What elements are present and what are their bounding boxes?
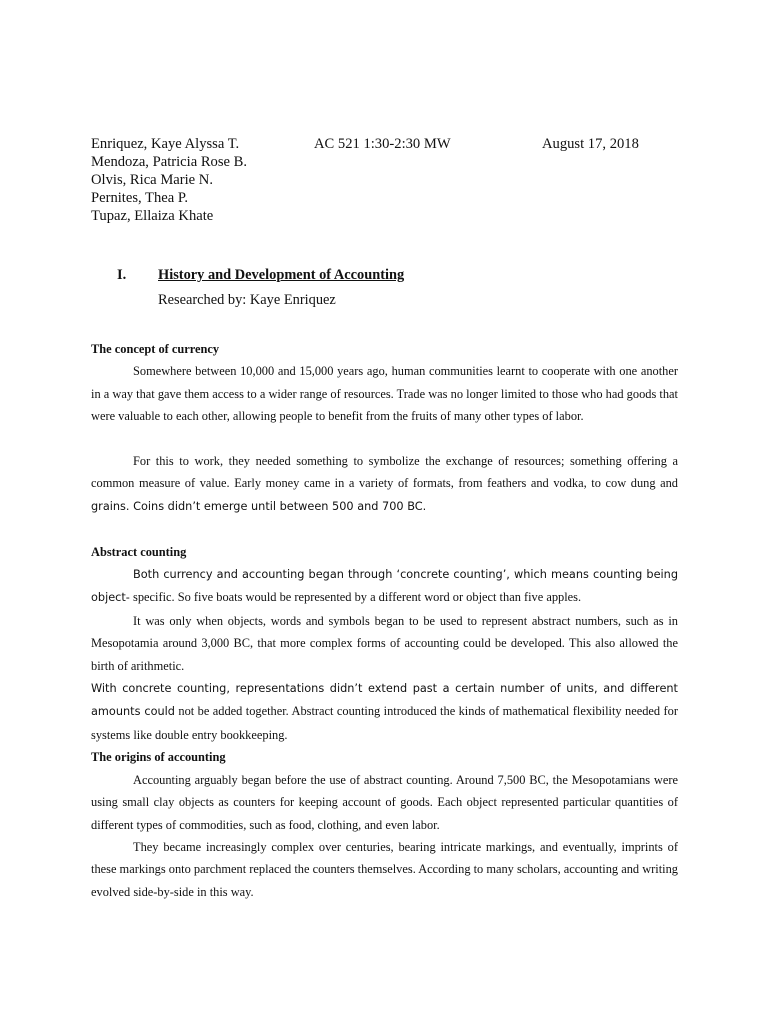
section-number: I. (117, 267, 127, 283)
paragraph-text-alt-font: grains. Coins didn’t emerge until between 500 and 700 BC. (91, 499, 427, 513)
paragraph-text-alt-font: With concrete counting, representations didn’t extend past a certain number of units, and different amounts could (91, 682, 678, 719)
author-name: Olvis, Rica Marie N. (91, 172, 213, 188)
course-code: AC 521 1:30-2:30 MW (314, 136, 451, 152)
paragraph-text: not be added together. Abstract counting introduced the kinds of mathematical flexibility needed for systems like double entry bookkeeping. (91, 704, 678, 742)
header-row-1 (91, 135, 691, 153)
paragraph: It was only when objects, words and symbols began to be used to represent abstract numbers, such as in Mesopotamia around 3,000 BC, that more complex forms of accounting could be developed. This also allowed the birth of arithmetic. (91, 613, 678, 673)
author-name: Tupaz, Ellaiza Khate (91, 208, 214, 224)
author-name: Pernites, Thea P. (91, 190, 189, 206)
document-header (91, 135, 691, 225)
researcher-line: Researched by: Kaye Enriquez (158, 292, 336, 308)
section-title: History and Development of Accounting (158, 267, 405, 283)
paragraph: They became increasingly complex over centuries, bearing intricate markings, and eventually, imprints of these markings onto parchment replaced the counters themselves. According to many scholars, accounting and writing evolved side-by-side in this way. (91, 839, 679, 899)
document-body (91, 338, 678, 903)
paragraph-text: specific. So five boats would be represented by a different word or object than five apples. (133, 590, 582, 605)
subheading-abstract-counting: Abstract counting (91, 544, 187, 559)
paragraph-gap (91, 518, 678, 540)
subheading-origins: The origins of accounting (91, 750, 226, 765)
document-date: August 17, 2018 (542, 136, 639, 152)
paragraph-text: For this to work, they needed something to symbolize the exchange of resources; something offering a common measure of value. Early money came in a variety of formats, from feathers and vodka, to cow dung and (91, 454, 678, 491)
subheading-currency: The concept of currency (91, 342, 220, 356)
paragraph: Somewhere between 10,000 and 15,000 years ago, human communities learnt to cooperate with one another in a way that gave them access to a wider range of resources. Trade was no longer limited to those who had goods that were valuable to each other, allowing people to benefit from the fruits of many other types of labor. (91, 364, 678, 424)
paragraph (91, 450, 678, 518)
paragraph (91, 677, 678, 746)
author-name: Enriquez, Kaye Alyssa T. (91, 136, 240, 152)
paragraph-gap (91, 428, 678, 450)
author-name: Mendoza, Patricia Rose B. (91, 154, 248, 170)
paragraph (91, 563, 678, 610)
paragraph: Accounting arguably began before the use of abstract counting. Around 7,500 BC, the Mesopotamians were using small clay objects as counters for keeping account of goods. Each object represented particular quantities of different types of commodities, such as food, clothing, and even labor. (91, 772, 678, 832)
paragraph-text-alt-font: Both currency and accounting began through ‘concrete counting’, which means counting being object- (91, 568, 678, 605)
